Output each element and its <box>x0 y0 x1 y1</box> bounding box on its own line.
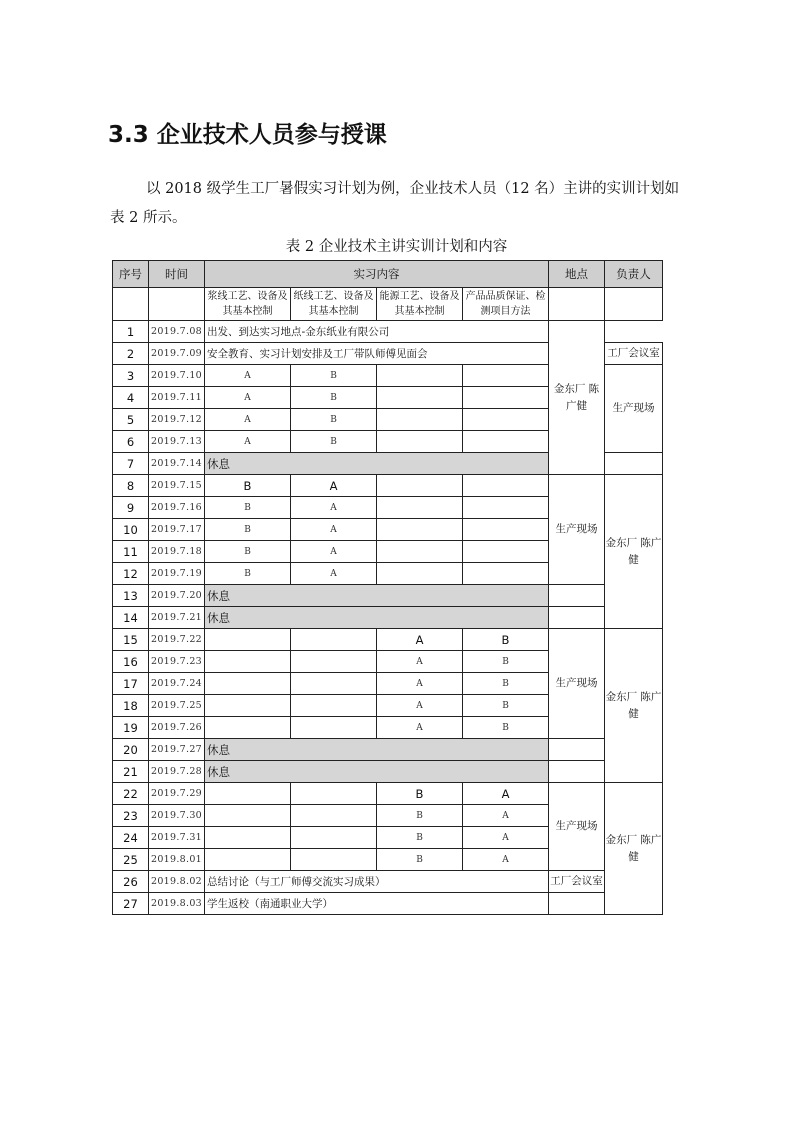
row-location: 生产现场 <box>549 629 605 739</box>
row-cell <box>291 673 377 695</box>
row-seq: 8 <box>113 475 149 497</box>
row-cell: B <box>463 629 549 651</box>
row-cell: B <box>463 717 549 739</box>
row-cell <box>205 629 291 651</box>
row-activity: 学生返校（南通职业大学） <box>205 893 549 915</box>
row-seq: 4 <box>113 387 149 409</box>
row-cell <box>463 431 549 453</box>
row-cell: B <box>291 365 377 387</box>
row-responsible: 金东厂 陈广健 <box>605 783 663 915</box>
row-rest: 休息 <box>205 761 549 783</box>
row-activity: 总结讨论（与工厂师傅交流实习成果） <box>205 871 549 893</box>
header-responsible: 负责人 <box>605 261 663 288</box>
row-date: 2019.7.21 <box>149 607 205 629</box>
row-cell: B <box>377 783 463 805</box>
table-row <box>113 871 663 893</box>
row-seq: 3 <box>113 365 149 387</box>
row-seq: 19 <box>113 717 149 739</box>
row-cell: A <box>205 409 291 431</box>
row-date: 2019.7.24 <box>149 673 205 695</box>
row-seq: 7 <box>113 453 149 475</box>
row-cell <box>205 783 291 805</box>
row-date: 2019.7.15 <box>149 475 205 497</box>
row-cell <box>291 695 377 717</box>
row-date: 2019.7.08 <box>149 321 205 343</box>
row-location: 工厂会议室 <box>549 871 605 893</box>
training-plan-table <box>112 260 663 915</box>
row-cell <box>205 673 291 695</box>
table-row <box>113 321 663 343</box>
row-cell: B <box>377 849 463 871</box>
row-seq: 9 <box>113 497 149 519</box>
row-cell <box>291 849 377 871</box>
row-cell: B <box>291 431 377 453</box>
sub-empty <box>549 288 605 321</box>
row-seq: 22 <box>113 783 149 805</box>
row-seq: 16 <box>113 651 149 673</box>
row-responsible: 金东厂 陈广健 <box>605 475 663 629</box>
row-date: 2019.7.30 <box>149 805 205 827</box>
row-cell: A <box>291 475 377 497</box>
row-date: 2019.7.11 <box>149 387 205 409</box>
row-date: 2019.7.16 <box>149 497 205 519</box>
row-seq: 17 <box>113 673 149 695</box>
row-seq: 1 <box>113 321 149 343</box>
row-date: 2019.8.02 <box>149 871 205 893</box>
row-cell: B <box>463 695 549 717</box>
row-cell <box>291 827 377 849</box>
row-date: 2019.7.10 <box>149 365 205 387</box>
row-seq: 21 <box>113 761 149 783</box>
row-cell: A <box>205 387 291 409</box>
row-date: 2019.7.29 <box>149 783 205 805</box>
row-cell <box>463 387 549 409</box>
row-cell <box>463 365 549 387</box>
row-activity: 安全教育、实习计划安排及工厂带队师傅见面会 <box>205 343 549 365</box>
row-seq: 2 <box>113 343 149 365</box>
row-cell <box>463 563 549 585</box>
row-location: 生产现场 <box>549 783 605 871</box>
row-seq: 15 <box>113 629 149 651</box>
sub-empty <box>113 288 149 321</box>
row-seq: 27 <box>113 893 149 915</box>
row-rest: 休息 <box>205 585 549 607</box>
table-row <box>113 783 663 805</box>
row-cell <box>377 365 463 387</box>
row-cell: A <box>205 431 291 453</box>
row-seq: 26 <box>113 871 149 893</box>
row-cell <box>377 409 463 431</box>
row-date: 2019.7.13 <box>149 431 205 453</box>
row-seq: 14 <box>113 607 149 629</box>
row-cell <box>291 783 377 805</box>
row-date: 2019.7.22 <box>149 629 205 651</box>
row-cell: A <box>463 783 549 805</box>
header-location: 地点 <box>549 261 605 288</box>
sub-empty <box>149 288 205 321</box>
row-cell: A <box>377 717 463 739</box>
subheader-energy: 能源工艺、设备及其基本控制 <box>377 288 463 321</box>
row-cell: A <box>291 519 377 541</box>
header-seq: 序号 <box>113 261 149 288</box>
section-heading: 3.3 企业技术人员参与授课 <box>108 122 387 148</box>
row-date: 2019.7.27 <box>149 739 205 761</box>
row-cell: B <box>463 651 549 673</box>
row-date: 2019.7.31 <box>149 827 205 849</box>
row-date: 2019.7.12 <box>149 409 205 431</box>
row-cell: A <box>291 497 377 519</box>
row-responsible: 金东厂 陈广健 <box>549 321 605 475</box>
row-cell: B <box>377 805 463 827</box>
row-cell <box>377 475 463 497</box>
row-cell: B <box>205 519 291 541</box>
row-date: 2019.7.09 <box>149 343 205 365</box>
row-date: 2019.7.23 <box>149 651 205 673</box>
row-cell: A <box>377 695 463 717</box>
row-date: 2019.7.20 <box>149 585 205 607</box>
row-date: 2019.8.03 <box>149 893 205 915</box>
row-date: 2019.7.28 <box>149 761 205 783</box>
table-row <box>113 761 663 783</box>
row-seq: 6 <box>113 431 149 453</box>
row-cell <box>291 805 377 827</box>
row-cell <box>205 827 291 849</box>
row-seq: 20 <box>113 739 149 761</box>
row-cell <box>205 717 291 739</box>
table-row <box>113 739 663 761</box>
row-cell: B <box>205 541 291 563</box>
row-cell <box>377 541 463 563</box>
row-cell <box>377 497 463 519</box>
row-cell <box>463 497 549 519</box>
row-cell: A <box>291 541 377 563</box>
row-date: 2019.7.14 <box>149 453 205 475</box>
row-cell <box>291 629 377 651</box>
table-row <box>113 475 663 497</box>
row-activity: 出发、到达实习地点-金东纸业有限公司 <box>205 321 549 343</box>
row-location <box>549 761 605 783</box>
row-date: 2019.7.17 <box>149 519 205 541</box>
row-cell <box>463 409 549 431</box>
row-cell <box>463 475 549 497</box>
header-time: 时间 <box>149 261 205 288</box>
row-rest: 休息 <box>205 453 549 475</box>
row-location <box>549 893 605 915</box>
row-date: 2019.7.18 <box>149 541 205 563</box>
table-row <box>113 893 663 915</box>
row-seq: 5 <box>113 409 149 431</box>
row-cell: A <box>463 805 549 827</box>
row-location: 生产现场 <box>549 475 605 585</box>
row-cell: A <box>291 563 377 585</box>
row-cell <box>377 563 463 585</box>
row-rest: 休息 <box>205 607 549 629</box>
row-cell <box>291 651 377 673</box>
table-row <box>113 629 663 651</box>
row-cell <box>463 541 549 563</box>
row-location <box>549 739 605 761</box>
row-cell: B <box>205 563 291 585</box>
row-cell: A <box>463 849 549 871</box>
row-cell: A <box>463 827 549 849</box>
row-seq: 13 <box>113 585 149 607</box>
row-seq: 25 <box>113 849 149 871</box>
row-location: 生产现场 <box>605 365 663 453</box>
row-responsible: 金东厂 陈广健 <box>605 629 663 783</box>
row-date: 2019.7.25 <box>149 695 205 717</box>
row-cell <box>205 651 291 673</box>
header-content: 实习内容 <box>205 261 549 288</box>
row-location <box>605 453 663 475</box>
row-rest: 休息 <box>205 739 549 761</box>
row-cell: A <box>377 673 463 695</box>
row-seq: 11 <box>113 541 149 563</box>
intro-paragraph: 以 2018 级学生工厂暑假实习计划为例，企业技术人员（12 名）主讲的实训计划如表 2 所示。 <box>110 181 680 226</box>
subheader-pulp: 浆线工艺、设备及其基本控制 <box>205 288 291 321</box>
row-location <box>549 607 605 629</box>
row-cell <box>205 849 291 871</box>
row-seq: 12 <box>113 563 149 585</box>
subheader-paper: 纸线工艺、设备及其基本控制 <box>291 288 377 321</box>
subheader-quality: 产品品质保证、检测项目方法 <box>463 288 549 321</box>
row-cell: B <box>205 475 291 497</box>
row-cell <box>205 695 291 717</box>
sub-empty <box>605 288 663 321</box>
row-date: 2019.8.01 <box>149 849 205 871</box>
row-cell <box>291 717 377 739</box>
row-cell: A <box>205 365 291 387</box>
table-row <box>113 607 663 629</box>
row-cell: B <box>463 673 549 695</box>
table-row <box>113 585 663 607</box>
table-caption: 表 2 企业技术主讲实训计划和内容 <box>285 239 508 255</box>
row-cell: A <box>377 629 463 651</box>
row-seq: 24 <box>113 827 149 849</box>
row-date: 2019.7.26 <box>149 717 205 739</box>
row-cell: B <box>205 497 291 519</box>
row-cell <box>377 431 463 453</box>
row-cell: B <box>377 827 463 849</box>
row-cell <box>205 805 291 827</box>
row-location <box>549 585 605 607</box>
row-seq: 18 <box>113 695 149 717</box>
row-seq: 23 <box>113 805 149 827</box>
row-location: 工厂会议室 <box>605 343 663 365</box>
row-cell <box>463 519 549 541</box>
row-cell: B <box>291 409 377 431</box>
row-cell <box>377 519 463 541</box>
row-date: 2019.7.19 <box>149 563 205 585</box>
row-cell <box>377 387 463 409</box>
row-cell: B <box>291 387 377 409</box>
row-seq: 10 <box>113 519 149 541</box>
row-cell: A <box>377 651 463 673</box>
